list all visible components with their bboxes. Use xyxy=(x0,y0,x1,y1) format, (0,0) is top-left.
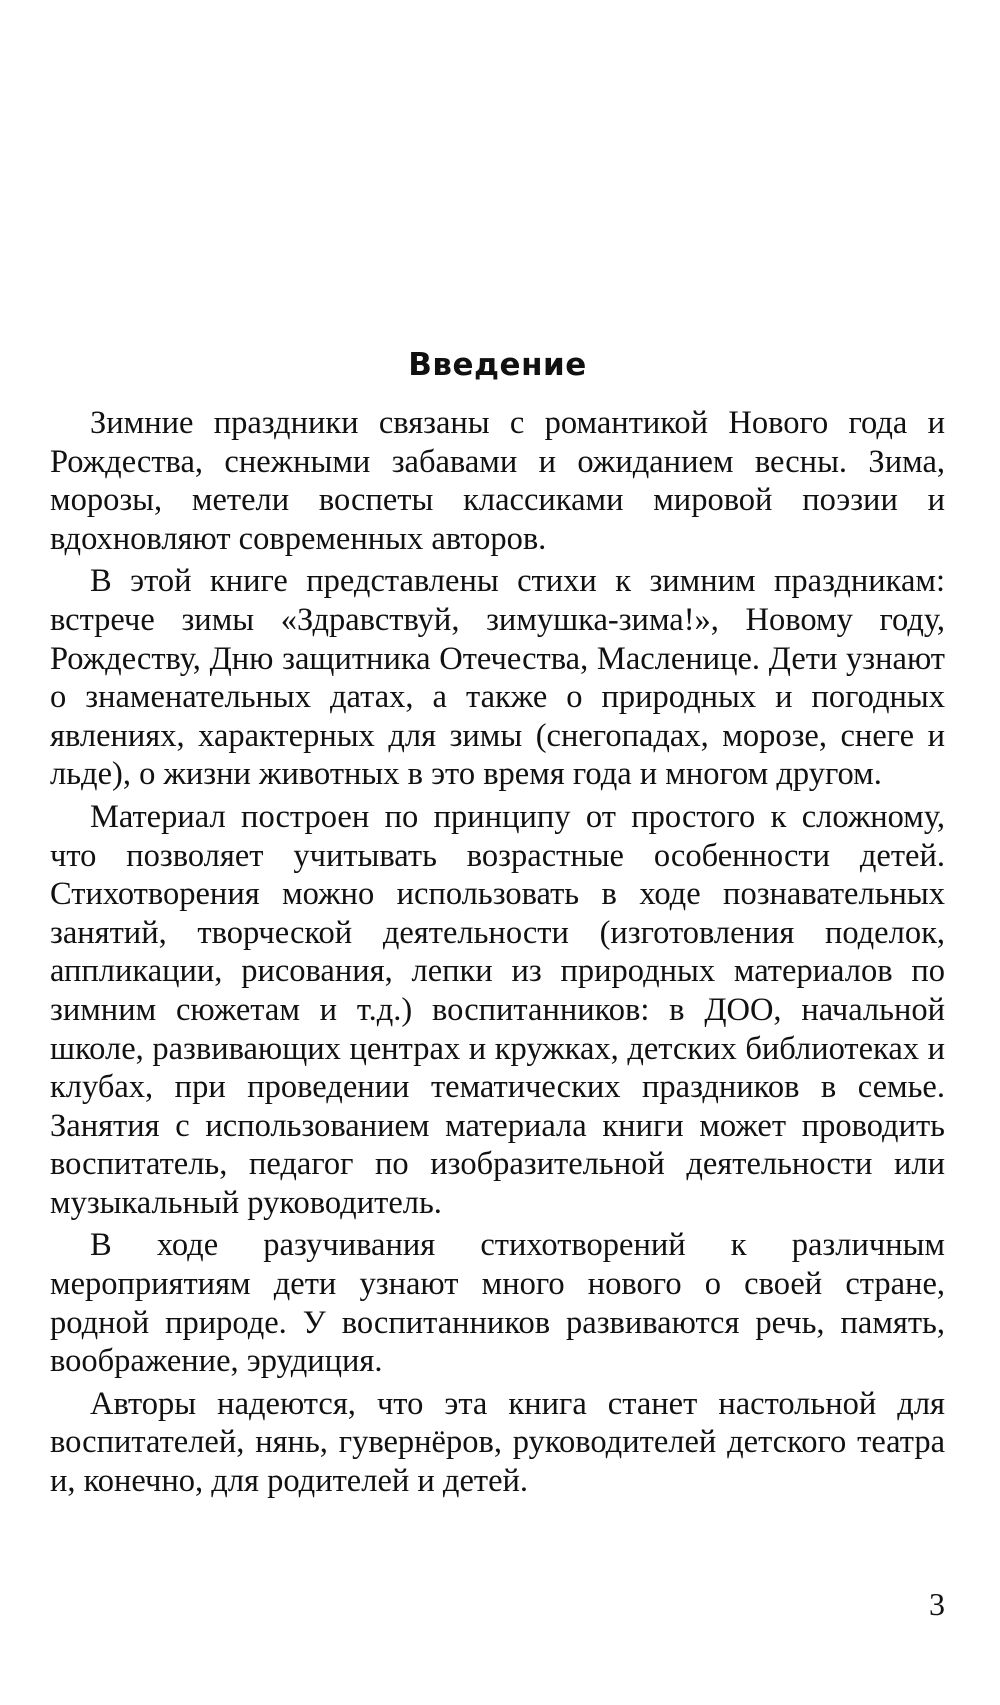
chapter-title: Введение xyxy=(408,347,587,383)
paragraph-4: В ходе разучивания стихотворений к различным мероприятиям дети узнают много нового о своей стране, родной природе. У воспитанников развиваются речь, память, воображение, эрудиция. xyxy=(50,1227,945,1380)
book-page xyxy=(50,0,945,1705)
paragraph-5: Авторы надеются, что эта книга станет настольной для воспитателей, нянь, гувернёров, руководителей детского театра и, конечно, для родителей и детей. xyxy=(50,1385,945,1500)
paragraph-2: В этой книге представлены стихи к зимним праздникам: встрече зимы «Здравствуй, зимушка-зима!», Новому году, Рождеству, Дню защитника Отечества, Масленице. Дети узнают о знаменательных датах, а также о природных и погодных явлениях, характерных для зимы (снегопадах, морозе, снеге и льде), о жизни животных в это время года и многом другом. xyxy=(50,563,945,793)
paragraph-1: Зимние праздники связаны с романтикой Нового года и Рождества, снежными забавами и ожиданием весны. Зима, морозы, метели воспеты классиками мировой поэзии и вдохновляют современных авторов. xyxy=(50,405,945,557)
body-text xyxy=(50,404,945,1505)
page-number: 3 xyxy=(929,1586,945,1622)
paragraph-3: Материал построен по принципу от простого к сложному, что позволяет учитывать возрастные особенности детей. Стихотворения можно использовать в ходе познавательных занятий, творческой деятельности (изготовления поделок, аппликации, рисования, лепки из природных материалов по зимним сюжетам и т.д.) воспитанников: в ДОО, начальной школе, развивающих центрах и кружках, детских библиотеках и клубах, при проведении тематических праздников в семье. Занятия с использованием материала книги может проводить воспитатель, педагог по изобразительной деятельности или музыкальный руководитель. xyxy=(50,798,945,1221)
